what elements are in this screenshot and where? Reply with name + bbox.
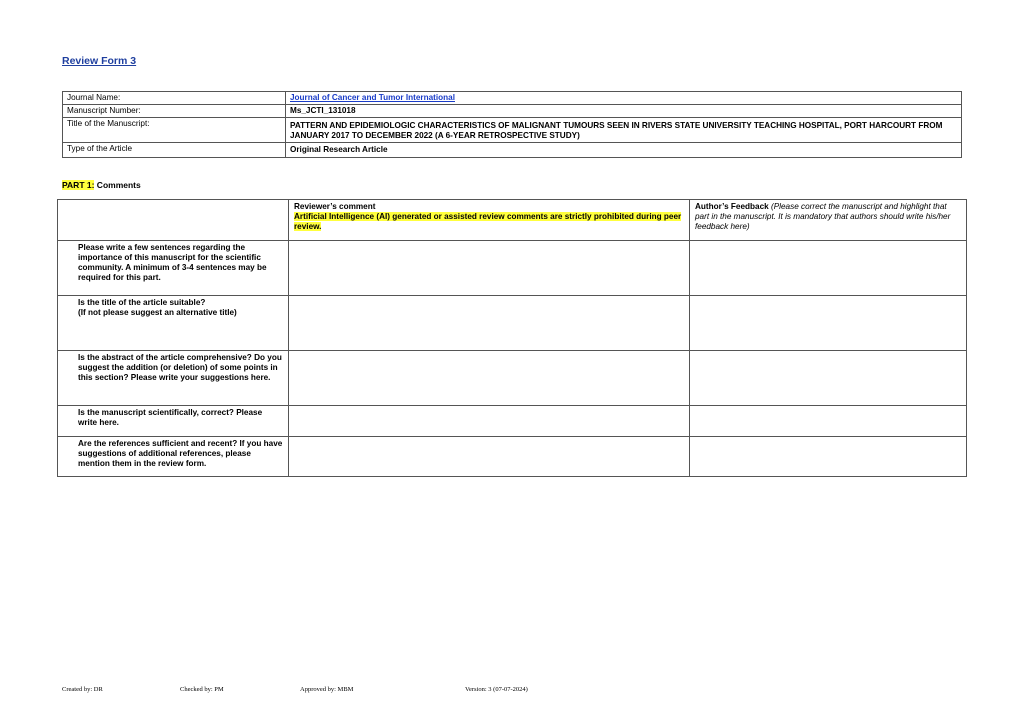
manuscript-number-value: Ms_JCTI_131018 xyxy=(286,105,962,118)
journal-name-link[interactable]: Journal of Cancer and Tumor International xyxy=(290,93,455,102)
info-row-journal xyxy=(63,92,962,105)
journal-name-label: Journal Name: xyxy=(63,92,286,105)
comments-header-row xyxy=(58,200,967,241)
footer-approved: Approved by: MBM xyxy=(300,686,354,693)
footer-created: Created by: DR xyxy=(62,686,103,693)
form-title: Review Form 3 xyxy=(62,55,137,67)
table-row xyxy=(58,406,967,437)
author-feedback-cell[interactable] xyxy=(690,241,967,296)
part1-heading-label: PART 1: xyxy=(62,180,95,190)
header-empty-cell xyxy=(58,200,289,241)
reviewer-comment-cell[interactable] xyxy=(289,296,690,351)
reviewer-comment-header xyxy=(289,200,690,241)
manuscript-info-table xyxy=(62,91,962,158)
footer-version: Version: 3 (07-07-2024) xyxy=(465,686,528,693)
question-importance: Please write a few sentences regarding the importance of this manuscript for the scientific community. A minimum of 3-4 sentences may be required for this part. xyxy=(58,241,289,296)
part1-heading-text: Comments xyxy=(94,180,141,190)
question-abstract: Is the abstract of the article comprehensive? Do you suggest the addition (or deletion) of some points in this section? Please write your suggestions here. xyxy=(58,351,289,406)
table-row xyxy=(58,351,967,406)
journal-name-value xyxy=(286,92,962,105)
reviewer-comment-cell[interactable] xyxy=(289,351,690,406)
info-row-title xyxy=(63,118,962,143)
author-feedback-cell[interactable] xyxy=(690,351,967,406)
author-feedback-cell[interactable] xyxy=(690,437,967,477)
reviewer-comment-cell[interactable] xyxy=(289,437,690,477)
question-title: Is the title of the article suitable? (If not please suggest an alternative title) xyxy=(58,296,289,351)
footer-checked: Checked by: PM xyxy=(180,686,224,693)
author-feedback-instructions: (Please correct the manuscript and highlight that part in the manuscript. It is mandatory that authors should write his/her feedback here) xyxy=(695,202,951,231)
article-type-label: Type of the Article xyxy=(63,143,286,158)
ai-notice xyxy=(294,212,684,232)
reviewer-comment-cell[interactable] xyxy=(289,241,690,296)
author-feedback-cell[interactable] xyxy=(690,406,967,437)
table-row xyxy=(58,296,967,351)
info-row-type xyxy=(63,143,962,158)
author-feedback-header xyxy=(690,200,967,241)
article-type-value: Original Research Article xyxy=(286,143,962,158)
comments-table xyxy=(57,199,967,477)
part1-heading xyxy=(62,180,141,190)
manuscript-number-label: Manuscript Number: xyxy=(63,105,286,118)
info-row-manuscript xyxy=(63,105,962,118)
ai-notice-text: Artificial Intelligence (AI) generated or assisted review comments are strictly prohibited during peer review. xyxy=(294,212,682,231)
author-feedback-title: Author’s Feedback xyxy=(695,202,769,211)
reviewer-comment-title: Reviewer’s comment xyxy=(294,202,376,211)
manuscript-title-label: Title of the Manuscript: xyxy=(63,118,286,143)
table-row xyxy=(58,241,967,296)
question-scientific: Is the manuscript scientifically, correct? Please write here. xyxy=(58,406,289,437)
table-row xyxy=(58,437,967,477)
question-references: Are the references sufficient and recent? If you have suggestions of additional references, please mention them in the review form. xyxy=(58,437,289,477)
reviewer-comment-cell[interactable] xyxy=(289,406,690,437)
manuscript-title-value: PATTERN AND EPIDEMIOLOGIC CHARACTERISTICS OF MALIGNANT TUMOURS SEEN IN RIVERS STATE UNIVERSITY TEACHING HOSPITAL, PORT HARCOURT FROM JANUARY 2017 TO DECEMBER 2022 (A 6-YEAR RETROSPECTIVE STUDY) xyxy=(286,118,962,143)
author-feedback-cell[interactable] xyxy=(690,296,967,351)
